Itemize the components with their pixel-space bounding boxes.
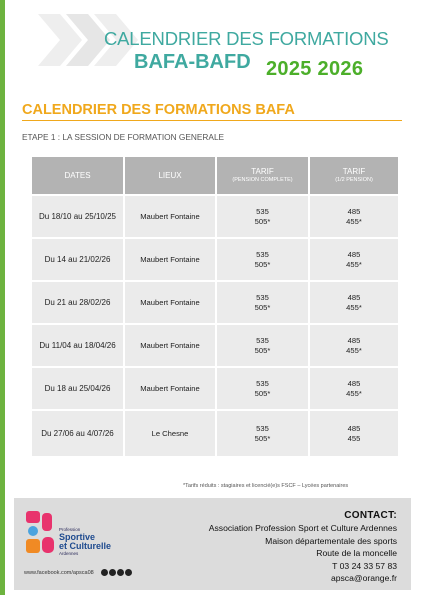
cell-tarif1 [217,411,308,456]
cell-lieu: Maubert Fontaine [125,325,215,366]
header-tarif1-sub: (PENSION COMPLETE) [232,177,293,183]
tarif2-reduced: 455* [346,216,362,226]
logo-line-1: Profession [59,527,81,532]
cell-dates: Du 14 au 21/02/26 [32,239,123,280]
cell-tarif1 [217,325,308,366]
tarif1-price: 535 [256,335,269,345]
tarif-footnote: *Tarifs réduits : stagiaires et licencié(e)s FSCF – Lycées partenaires [183,483,349,489]
cell-lieu: Maubert Fontaine [125,282,215,323]
contact-title: CONTACT: [344,510,397,521]
header-tarif-demi-pension [310,157,398,194]
header-tarif1-label: TARIF [251,167,274,176]
header-tarif2-sub: (1/2 PENSION) [335,177,373,183]
table-row [32,239,398,280]
facebook-icon[interactable] [101,569,108,576]
contact-email[interactable]: apsca@orange.fr [330,573,397,584]
tarif1-reduced: 505* [254,345,271,355]
header-lieux: LIEUX [125,157,215,194]
cell-tarif1 [217,196,308,237]
cell-dates: Du 27/06 au 4/07/26 [32,411,123,456]
logo-line-4: Ardennes [59,551,79,556]
tarif2-reduced: 455* [346,345,362,355]
cell-lieu: Maubert Fontaine [125,196,215,237]
cell-tarif2 [310,325,398,366]
tarif2-price: 485 [347,378,361,388]
header-dates: DATES [32,157,123,194]
left-accent-bar [0,0,5,595]
tarif2-reduced: 455* [346,259,362,269]
tarif2-price: 485 [347,423,361,433]
tarif1-reduced: 505* [254,302,271,312]
step-label: ETAPE 1 : LA SESSION DE FORMATION GENERALE [22,132,225,142]
logo-text [59,527,111,557]
tarif2-price: 485 [347,206,361,216]
tarif2-reduced: 455 [347,433,361,443]
cell-tarif1 [217,239,308,280]
cell-lieu: Le Chesne [125,411,215,456]
years-label: 2025 2026 [266,58,364,80]
contact-block [209,510,397,584]
cell-tarif1 [217,368,308,409]
cell-tarif2 [310,411,398,456]
cell-tarif2 [310,196,398,237]
tarif1-reduced: 505* [254,216,271,226]
logo-line-2: Sportive [59,532,96,542]
header-tarif-pension-complete [217,157,308,194]
cell-lieu: Maubert Fontaine [125,239,215,280]
instagram-icon[interactable] [109,569,116,576]
table-row [32,411,398,456]
header-tarif2-label: TARIF [342,167,366,176]
tarif2-reduced: 455* [346,388,362,398]
section-divider [22,120,402,121]
table-header-row [32,157,398,194]
tarif2-price: 485 [347,249,361,259]
table-row [32,325,398,366]
cell-tarif2 [310,368,398,409]
table-row [32,368,398,409]
website-link[interactable]: www.facebook.com/apsca08 [24,570,94,576]
cell-dates: Du 18 au 25/04/26 [32,368,123,409]
tarif1-price: 535 [256,292,269,302]
youtube-icon[interactable] [125,569,132,576]
calendar-table [30,155,400,458]
cell-dates: Du 11/04 au 18/04/26 [32,325,123,366]
contact-phone: T 03 24 33 57 83 [332,560,397,571]
cell-tarif1 [217,282,308,323]
page-title: CALENDRIER DES FORMATIONS [104,28,389,49]
tarif2-price: 485 [347,292,361,302]
twitter-icon[interactable] [117,569,124,576]
cell-dates: Du 18/10 au 25/10/25 [32,196,123,237]
tarif1-price: 535 [256,249,269,259]
social-icons [101,569,132,576]
page-subtitle: BAFA-BAFD [134,51,251,73]
contact-house: Maison départementale des sports [265,535,397,546]
cell-dates: Du 21 au 28/02/26 [32,282,123,323]
tarif1-reduced: 505* [254,259,271,269]
table-row [32,196,398,237]
table-row [32,282,398,323]
cell-tarif2 [310,239,398,280]
tarif1-reduced: 505* [254,388,271,398]
tarif2-price: 485 [347,335,361,345]
tarif1-price: 535 [256,378,269,388]
section-title: CALENDRIER DES FORMATIONS BAFA [22,102,295,118]
cell-lieu: Maubert Fontaine [125,368,215,409]
tarif2-reduced: 455* [346,302,362,312]
contact-org: Association Profession Sport et Culture Ardennes [208,523,397,534]
logo-line-3: et Culturelle [59,541,112,551]
tarif1-reduced: 505* [254,433,271,443]
tarif1-price: 535 [256,423,269,433]
cell-tarif2 [310,282,398,323]
tarif1-price: 535 [256,206,269,216]
contact-street: Route de la moncelle [316,548,397,559]
